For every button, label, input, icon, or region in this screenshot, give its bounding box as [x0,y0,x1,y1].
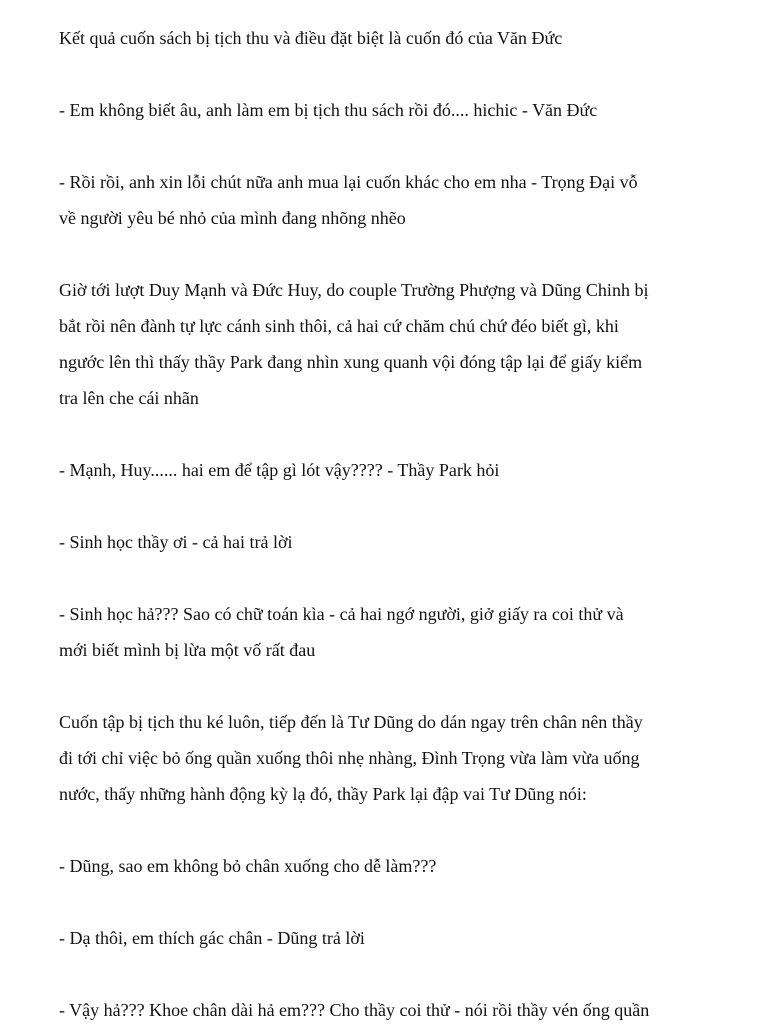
text-line: Giờ tới lượt Duy Mạnh và Đức Huy, do couple Trường Phượng và Dũng Chinh bị [59,280,649,300]
text-line: ngước lên thì thấy thầy Park đang nhìn xung quanh vội đóng tập lại để giấy kiểm [59,352,643,372]
text-line: Kết quả cuốn sách bị tịch thu và điều đặt biệt là cuốn đó của Văn Đức [59,28,563,48]
text-line: - Rồi rồi, anh xin lỗi chút nữa anh mua lại cuốn khác cho em nha - Trọng Đại vỗ [59,172,638,192]
text-line: - Em không biết âu, anh làm em bị tịch thu sách rồi đó.... hichic - Văn Đức [59,100,598,120]
paragraph [59,272,709,416]
paragraph [59,452,709,488]
paragraph [59,992,709,1028]
text-line: đi tới chỉ việc bỏ ống quần xuống thôi nhẹ nhàng, Đình Trọng vừa làm vừa uống [59,748,640,768]
paragraph [59,848,709,884]
paragraph [59,164,709,236]
text-line: bắt rồi nên đành tự lực cánh sinh thôi, cả hai cứ chăm chú chứ đéo biết gì, khi [59,316,619,336]
text-line: Cuốn tập bị tịch thu ké luôn, tiếp đến là Tư Dũng do dán ngay trên chân nên thầy [59,712,643,732]
text-line: về người yêu bé nhỏ của mình đang nhõng nhẽo [59,208,406,228]
text-line: - Dũng, sao em không bỏ chân xuống cho dễ làm??? [59,856,437,876]
text-line: - Mạnh, Huy...... hai em để tập gì lót vậy???? - Thầy Park hỏi [59,460,500,480]
paragraph [59,524,709,560]
text-line: mới biết mình bị lừa một vố rất đau [59,640,316,660]
text-line: - Sinh học thầy ơi - cả hai trả lời [59,532,293,552]
text-line: - Vậy hả??? Khoe chân dài hả em??? Cho thầy coi thử - nói rồi thầy vén ống quần [59,1000,650,1020]
text-line: - Sinh học hả??? Sao có chữ toán kìa - cả hai ngớ người, giở giấy ra coi thử và [59,604,624,624]
text-line: tra lên che cái nhãn [59,388,199,408]
paragraph [59,20,709,56]
paragraph [59,596,709,668]
text-line: - Dạ thôi, em thích gác chân - Dũng trả lời [59,928,365,948]
paragraph [59,92,709,128]
text-line: nước, thấy những hành động kỳ lạ đó, thầy Park lại đập vai Tư Dũng nói: [59,784,587,804]
paragraph [59,920,709,956]
paragraph [59,704,709,812]
